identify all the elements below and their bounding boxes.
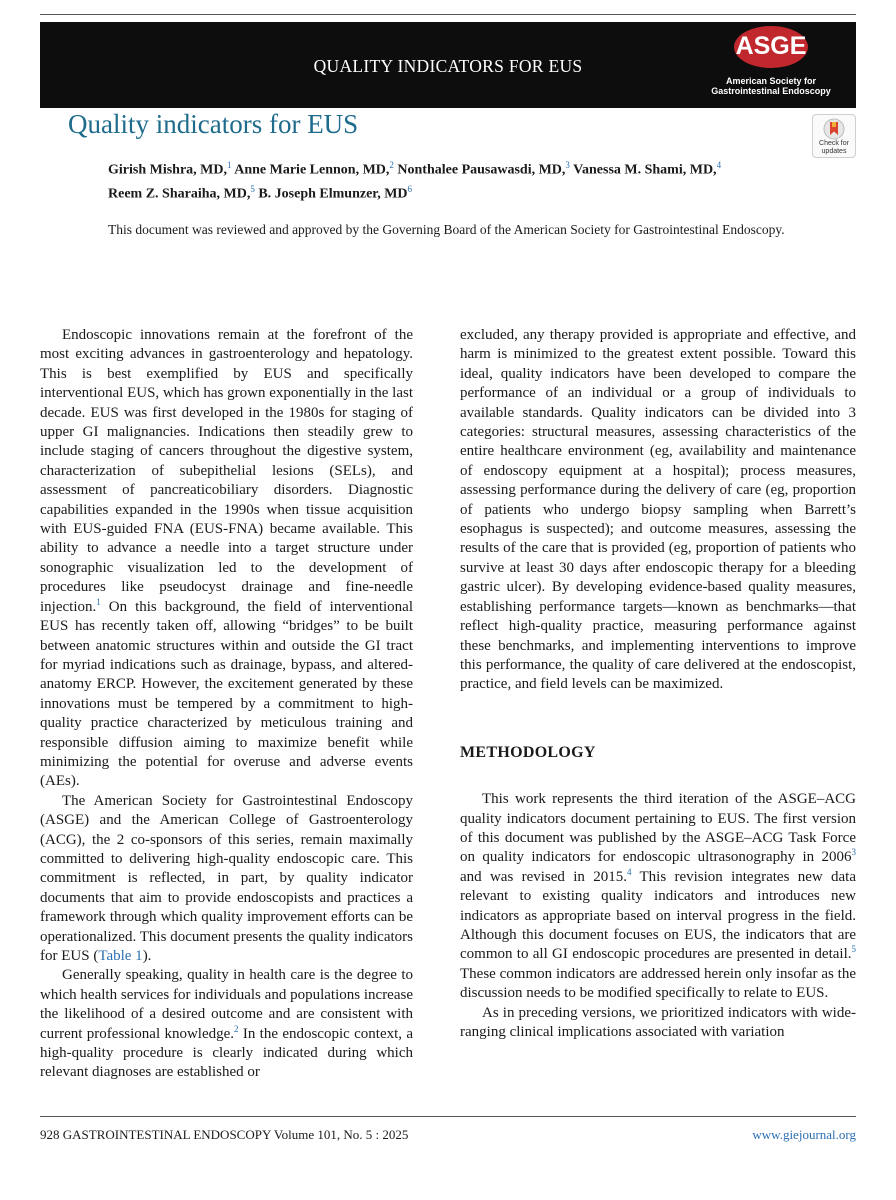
body-paragraph	[40, 966, 413, 1082]
body-paragraph: excluded, any therapy provided is appropriate and effective, and harm is minimized to the greatest extent possible. Toward this ideal, quality indicators have been developed to compare the performance of an individual or a group of individuals to available standards. Quality indicators can be divided into 3 categories: structural measures, assessing characteristics of the entire healthcare environment (eg, availability and maintenance of endoscopy equipment at a hospital); process measures, assessing performance during the delivery of care (eg, proportion of patients who undergo biopsy sampling when Barrett’s esophagus is suspected); and outcome measures, assessing the results of the care that is provided (eg, proportion of patients who survive at least 30 days after endoscopic therapy for a bleeding gastric ulcer). By developing evidence-based quality measures, establishing performance targets—known as benchmarks—that reflect high-quality practice, measuring performance against these benchmarks, and implementing interventions to improve this performance, the quality of care delivered at the endoscopist, practice, and field levels can be maximized.	[460, 327, 856, 693]
author-name: B. Joseph Elmunzer, MD	[258, 186, 408, 202]
top-rule	[40, 14, 856, 15]
reference-marker[interactable]: 1	[96, 596, 101, 607]
page-number: 928	[40, 1127, 60, 1142]
paragraph-text: Endoscopic innovations remain at the forefront of the most exciting advances in gastroenterology and hepatology. This is best exemplified by EUS and specifically interventional EUS, which has grown exponentially in the last decade. EUS was first developed in the 1980s for staging of upper GI malignancies. Indications then steadily grew to include staging of cancers throughout the digestive system, characterization of subepithelial lesions (SELs), and assessment of pancreaticobiliary disorders. Diagnostic capabilities expanded in the 1990s when tissue acquisition with EUS-guided FNA (EUS-FNA) became available. This ability to advance a needle into a target structure under sonographic visualization led to the development of procedures like pseudocyst drainage and fine-needle injection.	[40, 327, 413, 615]
journal-url-link[interactable]: www.giejournal.org	[752, 1127, 856, 1142]
body-column-left	[40, 326, 413, 1083]
author-name: Reem Z. Sharaiha, MD,	[108, 186, 251, 202]
bookmark-ribbon-icon	[823, 118, 845, 140]
bottom-rule	[40, 1116, 856, 1117]
check-updates-line1: Check for	[819, 140, 849, 147]
paragraph-text: Generally speaking, quality in health care is the degree to which health services for individuals and populations increase the likelihood of a desired outcome and are consistent with current professional knowledge.	[40, 967, 413, 1042]
reference-marker[interactable]: 4	[626, 866, 632, 877]
approval-note: This document was reviewed and approved by the Governing Board of the American Society for Gastrointestinal Endoscopy.	[108, 222, 785, 237]
reference-marker[interactable]: 3	[851, 847, 856, 858]
paragraph-text: These common indicators are addressed herein only insofar as the discussion needs to be modified specifically to relate to EUS.	[460, 965, 856, 1002]
check-updates-line2: updates	[821, 148, 847, 155]
article-title: Quality indicators for EUS	[68, 109, 359, 139]
paragraph-text: On this background, the field of interventional EUS has recently taken off, allowing “bridges” to be built between anatomic structures within and outside the GI tract for myriad indications such as drainage, bypass, and altered-anatomy ERCP. However, the excitement generated by these innovations must be tempered by a commitment to high-quality practice characterized by meticulous training and responsible diffusion aiming to maximize benefit while minimizing the potential for overuse and adverse events (AEs).	[40, 598, 413, 790]
publication-year: 2025	[382, 1127, 409, 1142]
author-name: Vanessa M. Shami, MD,	[573, 162, 717, 178]
affiliation-marker[interactable]: 3	[565, 160, 570, 170]
body-paragraph	[460, 790, 856, 1003]
asge-logo-line2: Gastrointestinal Endoscopy	[711, 86, 831, 96]
journal-name: GASTROINTESTINAL ENDOSCOPY	[62, 1127, 271, 1142]
running-title: QUALITY INDICATORS FOR EUS	[313, 56, 583, 76]
reference-marker[interactable]: 5	[851, 944, 856, 955]
asge-logo[interactable]	[696, 26, 846, 104]
author-list	[108, 156, 808, 203]
author-name: Anne Marie Lennon, MD,	[234, 162, 390, 178]
affiliation-marker[interactable]: 4	[716, 160, 722, 170]
body-column-right	[460, 326, 856, 1042]
check-for-updates-button[interactable]	[812, 114, 856, 158]
footer-separator: :	[375, 1127, 380, 1142]
body-paragraph	[40, 792, 413, 967]
running-header-banner	[40, 22, 856, 108]
affiliation-marker[interactable]: 1	[227, 160, 232, 170]
reference-marker[interactable]: 2	[234, 1023, 239, 1034]
paragraph-text: The American Society for Gastrointestinal Endoscopy (ASGE) and the American College of Gastroenterology (ACG), the 2 co-sponsors of this series, remain maximally committed to delivering high-quality endoscopic care. This commitment is reflected, in part, by quality indicator documents that aim to provide endoscopists and practices a framework through which quality improvement efforts can be operationalized. This document presents the quality indicators for EUS (	[40, 792, 413, 964]
affiliation-marker[interactable]: 6	[407, 183, 413, 194]
affiliation-marker[interactable]: 2	[389, 160, 394, 170]
author-name: Girish Mishra, MD,	[108, 162, 227, 178]
paragraph-text: This work represents the third iteration of the ASGE–ACG quality indicators document pertaining to EUS. The first version of this document was published by the ASGE–ACG Task Force on quality indicators for endoscopic ultrasonography in 2006	[460, 791, 856, 866]
paragraph-text: and was revised in 2015.	[460, 868, 627, 885]
author-name: Nonthalee Pausawasdi, MD,	[397, 162, 566, 178]
footer-citation	[40, 1127, 408, 1143]
affiliation-marker[interactable]: 5	[250, 183, 255, 194]
paragraph-text: This revision integrates new data relevant to existing quality indicators and introduces new indicators as appropriate based on interval progress in the field. Although this document focuses on EUS, the indicators that are common to all GI endoscopic procedures are presented in detail.	[460, 868, 856, 963]
table-link[interactable]: Table 1	[98, 948, 143, 964]
paragraph-text: In the endoscopic context, a high-quality procedure is clearly indicated during which relevant diagnoses are established or	[40, 1025, 414, 1081]
section-heading: METHODOLOGY	[460, 743, 596, 761]
body-paragraph	[40, 326, 413, 792]
asge-logo-line1: American Society for	[725, 76, 817, 86]
asge-logo-acronym: ASGE	[735, 32, 807, 60]
paragraph-text: ).	[142, 948, 152, 964]
body-paragraph: As in preceding versions, we prioritized indicators with wide-ranging clinical implications associated with variation	[460, 1004, 856, 1040]
volume-issue: Volume 101, No. 5	[273, 1127, 373, 1142]
